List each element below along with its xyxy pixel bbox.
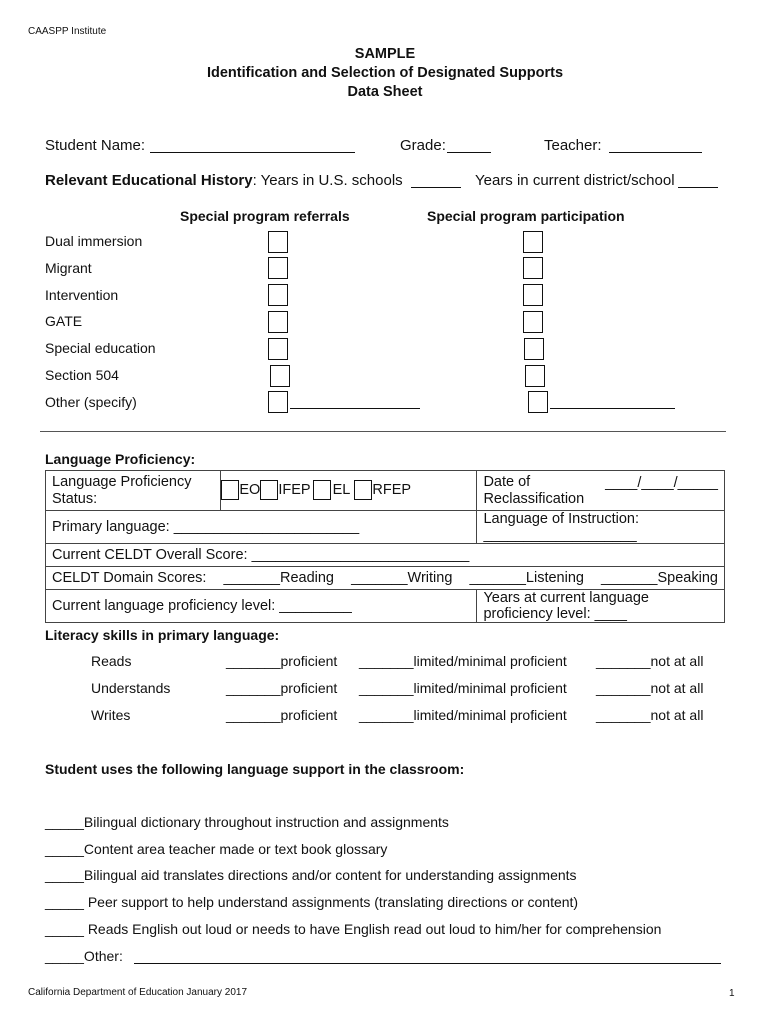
referral-checkbox-intervention[interactable] — [268, 284, 288, 306]
title-sample: SAMPLE — [354, 46, 416, 62]
celdt-overall-field[interactable]: Current CELDT Overall Score: ___________________________ — [52, 547, 470, 563]
literacy-skill-reads: Reads — [91, 653, 132, 669]
program-section-504: Section 504 — [45, 367, 119, 383]
student-name-field[interactable] — [150, 152, 355, 153]
date-label-line-1: Date of — [483, 473, 531, 490]
status-options-cell — [221, 471, 477, 511]
literacy-skill-writes: Writes — [91, 707, 131, 723]
grade-field[interactable] — [447, 152, 491, 153]
date-label-line-2: Reclassification — [483, 490, 585, 507]
status-el-label: EL — [332, 482, 351, 498]
support-glossary[interactable]: _____Content area teacher made or text book glossary — [45, 841, 388, 857]
referral-checkbox-gate[interactable] — [268, 311, 288, 333]
primary-language-field[interactable]: Primary language: _______________________ — [52, 519, 360, 535]
support-bilingual-dictionary[interactable]: _____Bilingual dictionary throughout instruction and assignments — [45, 814, 449, 830]
years-us-field[interactable] — [411, 187, 461, 188]
referral-checkbox-dual-immersion[interactable] — [268, 231, 288, 253]
teacher-field[interactable] — [609, 152, 702, 153]
years-us-label: Years in U.S. schools — [260, 172, 403, 189]
institute-header: CAASPP Institute — [28, 26, 107, 37]
grade-label: Grade: — [400, 137, 446, 154]
participation-checkbox-gate[interactable] — [523, 311, 543, 333]
title-data-sheet: Data Sheet — [347, 84, 423, 100]
teacher-label: Teacher: — [544, 137, 602, 154]
history-label: Relevant Educational History — [45, 172, 253, 189]
status-label-line-1: Language Proficiency — [52, 473, 192, 490]
referrals-header: Special program referrals — [180, 208, 350, 224]
primary-language-cell[interactable] — [46, 511, 477, 544]
referral-checkbox-special-education[interactable] — [268, 338, 288, 360]
understands-proficient-field[interactable]: _______proficient — [226, 680, 338, 696]
status-ifep-label: IFEP — [278, 482, 311, 498]
history-colon: : — [252, 172, 257, 189]
support-peer[interactable]: _____ Peer support to help understand assignments (translating directions or content) — [45, 894, 579, 910]
years-district-field[interactable] — [678, 187, 718, 188]
program-migrant: Migrant — [45, 260, 92, 276]
participation-checkbox-intervention[interactable] — [523, 284, 543, 306]
referral-other-specify-field[interactable] — [290, 408, 420, 409]
language-proficiency-table — [45, 470, 725, 623]
status-ifep-checkbox[interactable] — [260, 480, 278, 500]
referral-checkbox-migrant[interactable] — [268, 257, 288, 279]
literacy-title: Literacy skills in primary language: — [45, 627, 280, 643]
writes-not-at-all-field[interactable]: _______not at all — [596, 707, 704, 723]
date-label-cell — [477, 471, 599, 511]
years-level-field[interactable]: Years at current language proficiency level: ____ — [483, 590, 649, 622]
supports-title: Student uses the following language support in the classroom: — [45, 761, 465, 777]
date-value-cell[interactable] — [599, 471, 724, 511]
language-of-instruction-cell[interactable] — [477, 511, 725, 544]
status-label-cell — [46, 471, 221, 511]
program-intervention: Intervention — [45, 287, 119, 303]
reads-limited-field[interactable]: _______limited/minimal proficient — [359, 653, 567, 669]
participation-checkbox-section-504[interactable] — [525, 365, 545, 387]
referral-checkbox-section-504[interactable] — [270, 365, 290, 387]
celdt-domain-cell[interactable] — [46, 567, 725, 590]
writes-limited-field[interactable]: _______limited/minimal proficient — [359, 707, 567, 723]
program-gate: GATE — [45, 313, 83, 329]
student-name-label: Student Name: — [45, 137, 146, 154]
status-el-checkbox[interactable] — [313, 480, 331, 500]
history-row — [45, 172, 403, 189]
years-level-cell[interactable] — [477, 590, 725, 623]
status-eo-label: EO — [239, 482, 261, 498]
support-bilingual-aid[interactable]: _____Bilingual aid translates directions and/or content for understanding assignments — [45, 867, 577, 883]
program-other: Other (specify) — [45, 394, 137, 410]
understands-not-at-all-field[interactable]: _______not at all — [596, 680, 704, 696]
reads-not-at-all-field[interactable]: _______not at all — [596, 653, 704, 669]
celdt-overall-cell[interactable] — [46, 544, 725, 567]
participation-checkbox-other[interactable] — [528, 391, 548, 413]
participation-header: Special program participation — [427, 208, 625, 224]
celdt-speaking-field[interactable]: _______Speaking — [601, 570, 718, 586]
writes-proficient-field[interactable]: _______proficient — [226, 707, 338, 723]
understands-limited-field[interactable]: _______limited/minimal proficient — [359, 680, 567, 696]
celdt-listening-field[interactable]: _______Listening — [469, 570, 584, 586]
section-divider — [40, 431, 726, 432]
status-options — [221, 480, 411, 500]
participation-other-specify-field[interactable] — [550, 408, 675, 409]
footer-text: California Department of Education January 2017 — [28, 987, 248, 998]
current-level-cell[interactable] — [46, 590, 477, 623]
referral-checkbox-other[interactable] — [268, 391, 288, 413]
program-dual-immersion: Dual immersion — [45, 233, 143, 249]
page-number: 1 — [729, 988, 735, 999]
status-rfep-label: RFEP — [372, 482, 412, 498]
reclassification-date-field[interactable]: ____/____/_____ — [605, 475, 718, 491]
celdt-reading-field[interactable]: _______Reading — [223, 570, 334, 586]
status-label-line-2: Status: — [52, 490, 98, 507]
years-district-label: Years in current district/school — [475, 172, 675, 189]
reads-proficient-field[interactable]: _______proficient — [226, 653, 338, 669]
celdt-domain-row — [52, 570, 718, 586]
participation-checkbox-migrant[interactable] — [523, 257, 543, 279]
participation-checkbox-special-education[interactable] — [524, 338, 544, 360]
support-other[interactable]: _____Other: — [45, 948, 123, 964]
language-of-instruction-field[interactable]: Language of Instruction: ___________________ — [483, 511, 640, 543]
support-read-aloud[interactable]: _____ Reads English out loud or needs to have English read out loud to him/her for comprehension — [45, 921, 662, 937]
language-proficiency-title: Language Proficiency: — [45, 451, 196, 467]
current-level-field[interactable]: Current language proficiency level: _________ — [52, 598, 352, 614]
page-title: Identification and Selection of Designated Supports — [206, 65, 564, 81]
celdt-domain-label: CELDT Domain Scores: — [52, 570, 207, 586]
celdt-writing-field[interactable]: _______Writing — [351, 570, 453, 586]
literacy-skill-understands: Understands — [91, 680, 171, 696]
support-other-field[interactable] — [134, 963, 721, 964]
status-eo-checkbox[interactable] — [221, 480, 239, 500]
participation-checkbox-dual-immersion[interactable] — [523, 231, 543, 253]
status-rfep-checkbox[interactable] — [354, 480, 372, 500]
program-special-education: Special education — [45, 340, 156, 356]
